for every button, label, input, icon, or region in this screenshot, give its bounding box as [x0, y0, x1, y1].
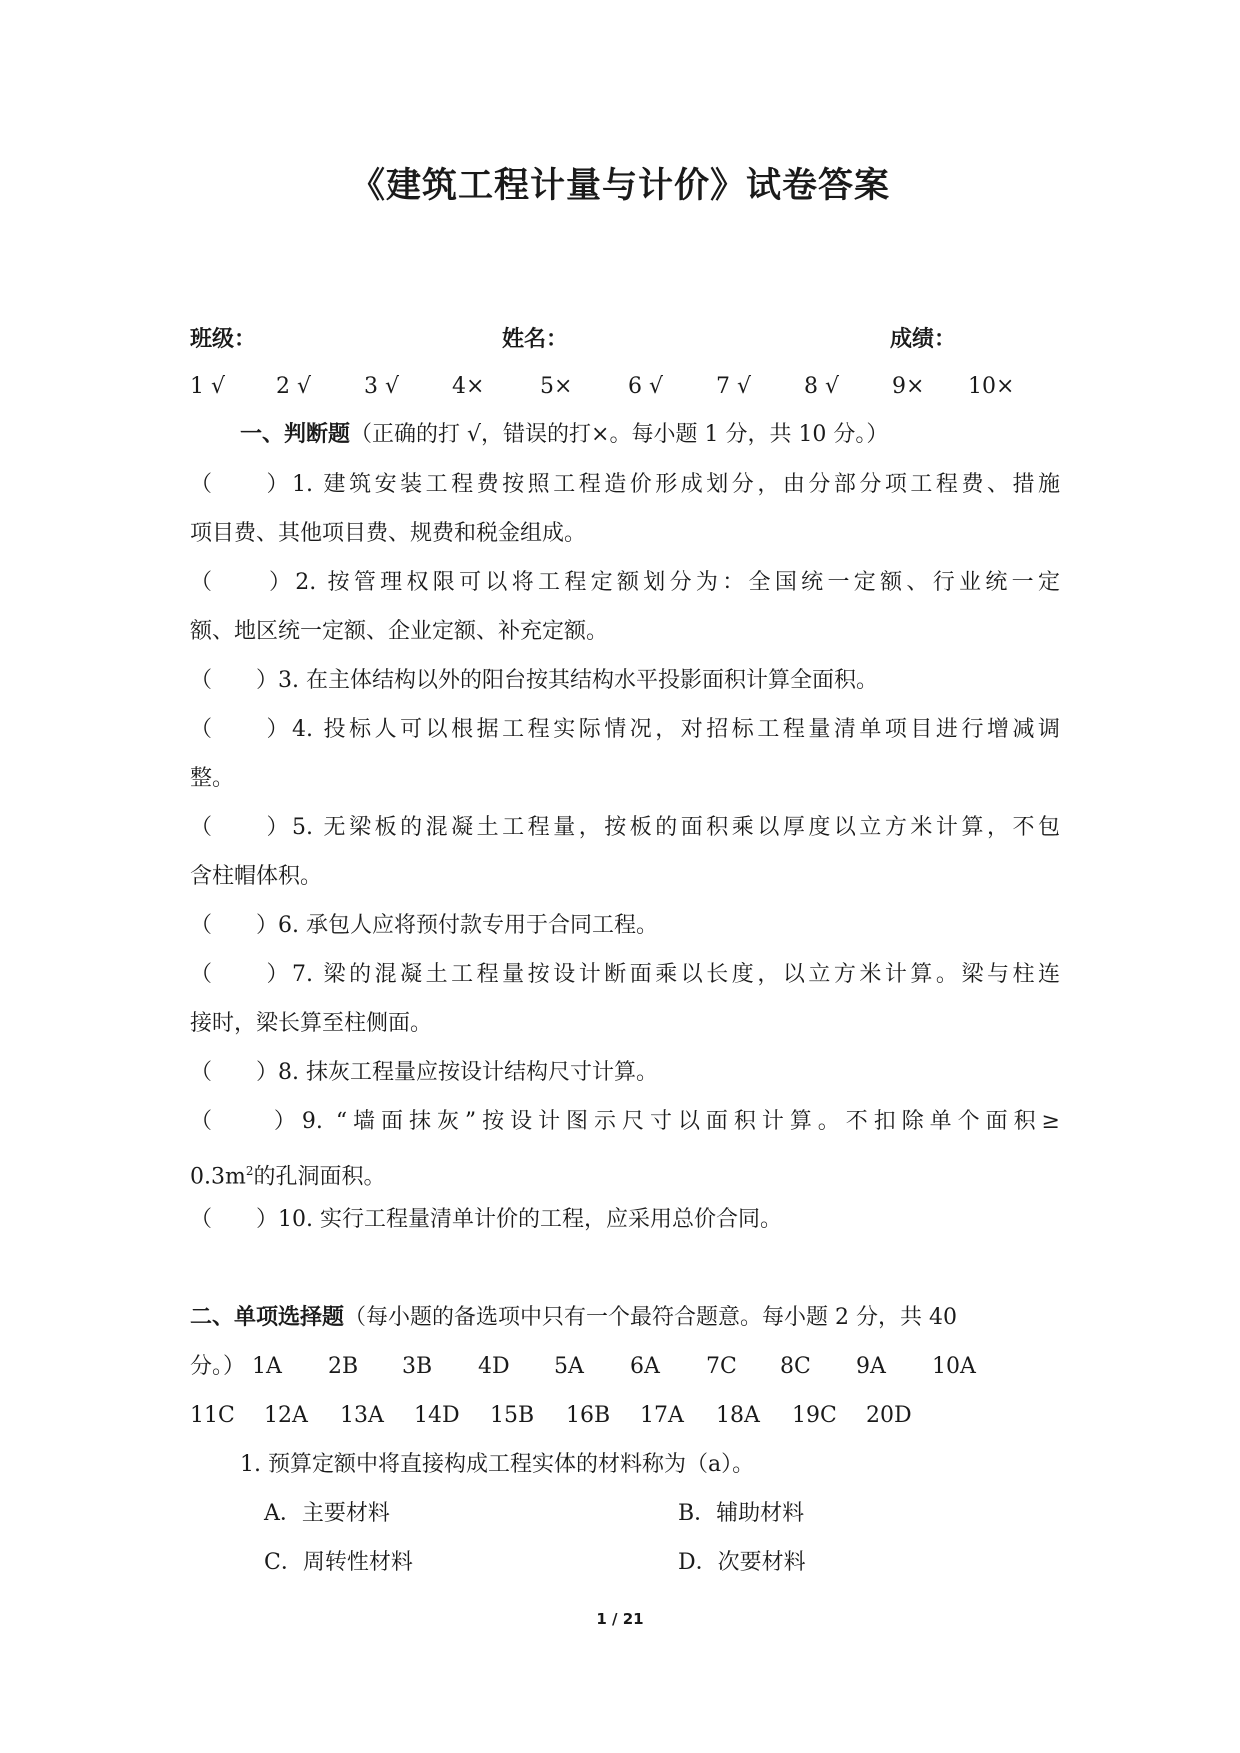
answer-item: 7 √: [716, 374, 752, 399]
answer-item: 2B: [328, 1354, 359, 1379]
answer-item: 10A: [932, 1354, 976, 1379]
question-line: 接时，梁长算至柱侧面。: [190, 1011, 433, 1036]
section2-heading: 二、单项选择题: [190, 1305, 345, 1330]
answer-item: 9×: [892, 374, 925, 399]
option-a: A．主要材料: [264, 1501, 390, 1526]
answer-item: 3B: [402, 1354, 433, 1379]
answer-item: 8C: [780, 1354, 811, 1379]
document-title: 《建筑工程计量与计价》试卷答案: [349, 166, 890, 206]
section1-heading-line: [240, 420, 1110, 450]
section1-note: （正确的打 √，错误的打×。每小题 1 分，共 10 分。）: [350, 422, 889, 447]
answer-item: 7C: [706, 1354, 737, 1379]
question-stem: 1. 预算定额中将直接构成工程实体的材料称为（a）。: [240, 1452, 755, 1477]
question-line: 项目费、其他项目费、规费和税金组成。: [190, 521, 587, 546]
question-line: （ ）3. 在主体结构以外的阳台按其结构水平投影面积计算全面积。: [190, 668, 878, 693]
answer-item: 5A: [554, 1354, 584, 1379]
answer-item: 1 √: [190, 374, 226, 399]
answer-item: 10×: [968, 374, 1015, 399]
answer-item: 12A: [264, 1403, 308, 1428]
section2-note: （每小题的备选项中只有一个最符合题意。每小题 2 分，共 40: [344, 1305, 957, 1330]
question-line: 含柱帽体积。: [190, 864, 323, 889]
answer-item: 6A: [630, 1354, 660, 1379]
answer-item: 20D: [866, 1403, 912, 1428]
answer-item: 1A: [252, 1354, 282, 1379]
answer-item: 19C: [792, 1403, 837, 1428]
question-line: （ ）5. 无梁板的混凝土工程量，按板的面积乘以厚度以立方米计算，不包: [190, 815, 1060, 840]
question-line: （ ）7. 梁的混凝土工程量按设计断面乘以长度，以立方米计算。梁与柱连: [190, 962, 1060, 987]
answer-item: 16B: [566, 1403, 611, 1428]
name-label: 姓名：: [502, 327, 569, 352]
answer-item: 4×: [452, 374, 485, 399]
page-number: 1 / 21: [596, 1610, 644, 1628]
area-value: 0.3m: [190, 1164, 246, 1190]
question-line: （ ）1. 建筑安装工程费按照工程造价形成划分，由分部分项工程费、措施: [190, 472, 1060, 497]
question-line: （ ）8. 抹灰工程量应按设计结构尺寸计算。: [190, 1060, 658, 1085]
answer-item: 4D: [478, 1354, 510, 1379]
option-d: D．次要材料: [678, 1550, 806, 1575]
option-c: C．周转性材料: [264, 1550, 413, 1575]
question-line: （ ）4. 投标人可以根据工程实际情况，对招标工程量清单项目进行增减调: [190, 717, 1060, 742]
question-line: （ ）10. 实行工程量清单计价的工程，应采用总价合同。: [190, 1207, 782, 1232]
answer-item: 14D: [414, 1403, 460, 1428]
question-line: 额、地区统一定额、企业定额、补充定额。: [190, 619, 609, 644]
answer-item: 17A: [640, 1403, 684, 1428]
question-line: 整。: [190, 766, 235, 791]
score-label: 成绩：: [890, 327, 957, 352]
answer-item: 8 √: [804, 374, 840, 399]
question-line: （ ）9. “墙面抹灰”按设计图示尺寸以面积计算。不扣除单个面积≥: [190, 1109, 1060, 1134]
answer-item: 3 √: [364, 374, 400, 399]
class-label: 班级：: [190, 327, 257, 352]
answer-item: 2 √: [276, 374, 312, 399]
question-text: 的孔洞面积。: [253, 1164, 386, 1190]
question-line: [190, 1156, 1060, 1192]
section1-heading: 一、判断题: [240, 422, 351, 447]
answer-item: 13A: [340, 1403, 384, 1428]
section2-heading-line: [190, 1303, 1060, 1333]
question-line: （ ）6. 承包人应将预付款专用于合同工程。: [190, 913, 658, 938]
section2-note-cont: 分。）: [190, 1354, 246, 1379]
answer-item: 5×: [540, 374, 573, 399]
answer-item: 9A: [856, 1354, 886, 1379]
answer-item: 18A: [716, 1403, 760, 1428]
superscript: 2: [245, 1164, 254, 1178]
answer-item: 6 √: [628, 374, 664, 399]
question-line: （ ）2. 按管理权限可以将工程定额划分为：全国统一定额、行业统一定: [190, 570, 1060, 595]
option-b: B．辅助材料: [678, 1501, 805, 1526]
answer-item: 15B: [490, 1403, 535, 1428]
answer-item: 11C: [190, 1403, 235, 1428]
